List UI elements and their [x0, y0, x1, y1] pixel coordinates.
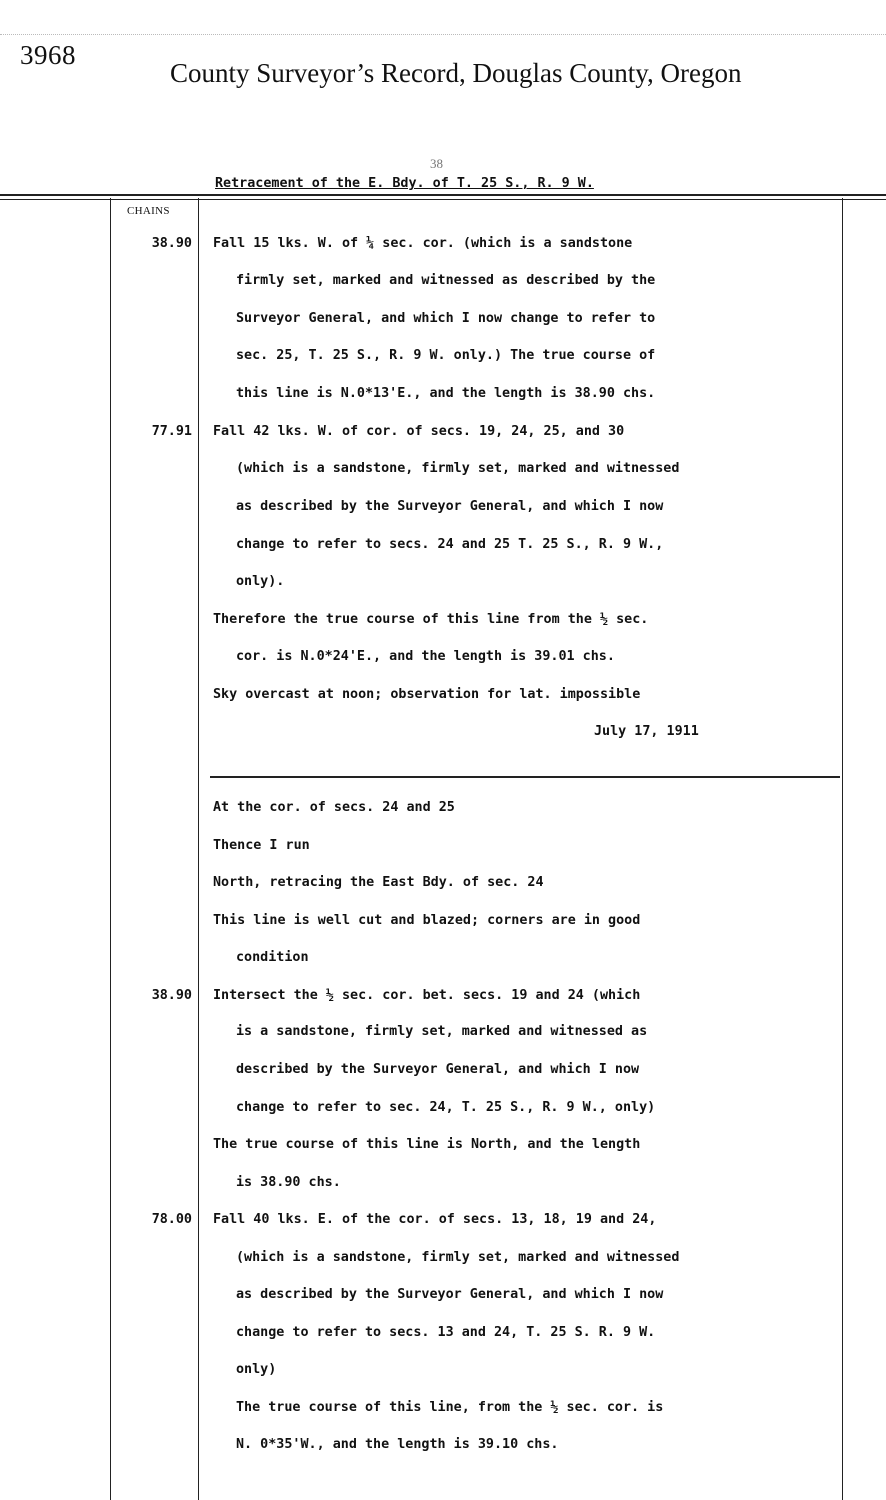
entry-line: Fall 42 lks. W. of cor. of secs. 19, 24, 25, and 30	[213, 424, 625, 439]
entry-line: Sky overcast at noon; observation for lat. impossible	[213, 687, 641, 702]
entry-line: Therefore the true course of this line from the ½ sec.	[213, 612, 649, 627]
entry-line: firmly set, marked and witnessed as described by the	[236, 273, 656, 288]
chain-value: 38.90	[151, 236, 192, 251]
entry-line: (which is a sandstone, firmly set, marked and witnessed	[236, 461, 680, 476]
chains-column-rule	[198, 198, 199, 1500]
top-dotted-rule	[0, 34, 886, 35]
entry-line: At the cor. of secs. 24 and 25	[213, 800, 455, 815]
entry-line: Intersect the ½ sec. cor. bet. secs. 19 and 24 (which	[213, 988, 641, 1003]
entry-line: sec. 25, T. 25 S., R. 9 W. only.) The true course of	[236, 348, 656, 363]
entry-line: Surveyor General, and which I now change to refer to	[236, 311, 656, 326]
entry-line: this line is N.0*13'E., and the length is 38.90 chs.	[236, 386, 656, 401]
entry-line: condition	[236, 950, 309, 965]
record-title: Retracement of the E. Bdy. of T. 25 S., R. 9 W.	[215, 176, 594, 191]
entry-line: change to refer to sec. 24, T. 25 S., R. 9 W., only)	[236, 1100, 656, 1115]
entry-line: change to refer to secs. 24 and 25 T. 25 S., R. 9 W.,	[236, 537, 664, 552]
entry-line: as described by the Surveyor General, and which I now	[236, 1287, 664, 1302]
chain-value: 78.00	[151, 1212, 192, 1227]
entry-line: Fall 40 lks. E. of the cor. of secs. 13, 18, 19 and 24,	[213, 1212, 657, 1227]
entry-line: Fall 15 lks. W. of ¼ sec. cor. (which is a sandstone	[213, 236, 633, 251]
chain-value: 38.90	[151, 988, 192, 1003]
entry-line: North, retracing the East Bdy. of sec. 24	[213, 875, 544, 890]
table-top-rule	[0, 194, 886, 196]
page-title: County Surveyor’s Record, Douglas County, Oregon	[170, 58, 742, 88]
entry-line: N. 0*35'W., and the length is 39.10 chs.	[236, 1437, 559, 1452]
section-divider	[210, 776, 840, 778]
entry-line: is 38.90 chs.	[236, 1175, 341, 1190]
page-number: 3968	[20, 40, 76, 70]
entry-line: cor. is N.0*24'E., and the length is 39.01 chs.	[236, 649, 615, 664]
chains-column-header: CHAINS	[127, 205, 170, 217]
entry-line: only)	[236, 1362, 277, 1377]
entry-line: change to refer to secs. 13 and 24, T. 25 S. R. 9 W.	[236, 1325, 656, 1340]
entry-line: This line is well cut and blazed; corners are in good	[213, 913, 641, 928]
entry-line: is a sandstone, firmly set, marked and witnessed as	[236, 1024, 648, 1039]
entry-line: Thence I run	[213, 838, 310, 853]
entry-line: only).	[236, 574, 285, 589]
chain-value: 77.91	[151, 424, 192, 439]
entry-line: described by the Surveyor General, and which I now	[236, 1062, 640, 1077]
entry-line: as described by the Surveyor General, and which I now	[236, 499, 664, 514]
handwritten-mark: 38	[430, 156, 443, 171]
right-margin-rule	[842, 198, 843, 1500]
entry-line: (which is a sandstone, firmly set, marked and witnessed	[236, 1250, 680, 1265]
entry-line: The true course of this line is North, and the length	[213, 1137, 641, 1152]
entry-date: July 17, 1911	[594, 724, 699, 739]
table-top-rule-thin	[0, 199, 886, 200]
entry-line: The true course of this line, from the ½ sec. cor. is	[236, 1400, 664, 1415]
left-margin-rule	[110, 198, 111, 1500]
